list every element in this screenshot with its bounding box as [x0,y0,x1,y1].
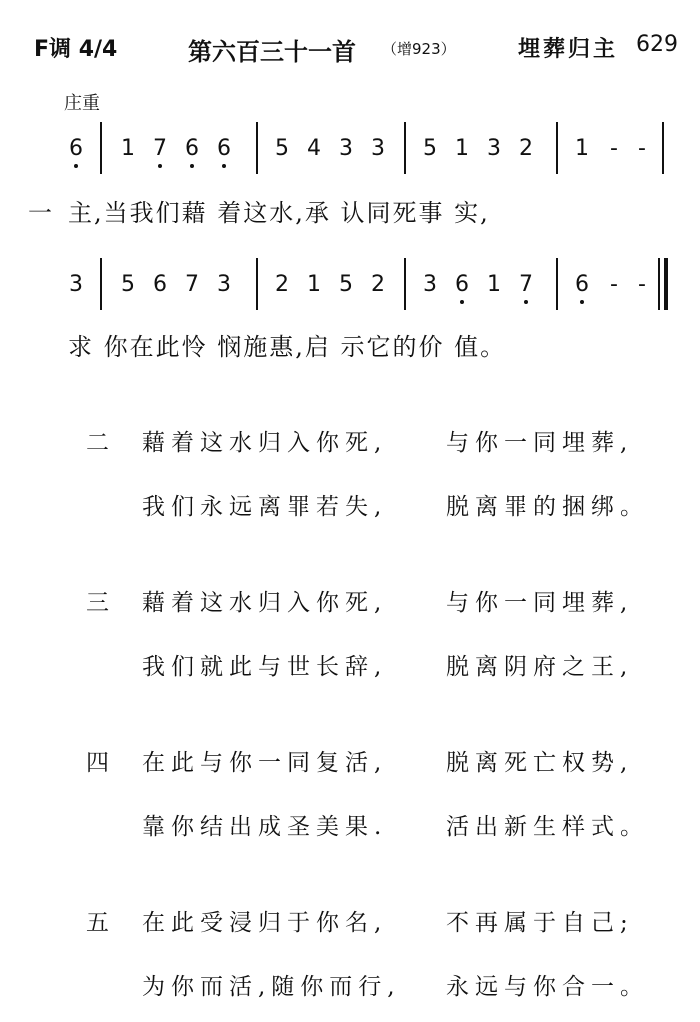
note: 5 [339,272,353,297]
lower-octave-dot [580,300,584,304]
barline [100,258,102,310]
note: 1 [307,272,321,297]
verse-line: 靠你结出成圣美果. [142,814,388,840]
note: 5 [423,136,437,161]
note: 7 [153,136,167,161]
barline [256,258,258,310]
verse-line: 藉着这水归入你死, [142,590,388,616]
note: 3 [217,272,231,297]
verse-line: 脱离罪的捆绑。 [446,494,649,520]
verse-number: 二 [86,430,109,456]
lower-octave-dot [460,300,464,304]
barline [404,258,406,310]
note: 7 [519,272,533,297]
barline [404,122,406,174]
verse-line: 活出新生样式。 [446,814,649,840]
verse-number: 三 [86,590,109,616]
note: 1 [121,136,135,161]
lyrics-line-2: 求 你在此怜 悯施惠,启 示它的价 值。 [68,333,507,361]
note: 1 [487,272,501,297]
note: 6 [185,136,199,161]
lower-octave-dot [524,300,528,304]
tempo-marking: 庄重 [64,93,100,114]
note: 3 [69,272,83,297]
note: - [638,136,646,161]
lyrics-line-1: 主,当我们藉 着这水,承 认同死事 实, [68,199,490,227]
note: 6 [217,136,231,161]
note: 6 [153,272,167,297]
barline [100,122,102,174]
verse-line: 与你一同埋葬, [446,430,634,456]
verse-line: 脱离死亡权势, [446,750,634,776]
barline [662,122,664,174]
verse-1-number: 一 [28,199,54,227]
note: - [610,136,618,161]
verse-line: 永远与你合一。 [446,974,649,1000]
verse-number: 五 [86,910,109,936]
lower-octave-dot [190,164,194,168]
key-signature: F调 4/4 [34,37,118,62]
lower-octave-dot [158,164,162,168]
note: 3 [371,136,385,161]
note: 6 [455,272,469,297]
final-barline-thick [664,258,668,310]
note: - [638,272,646,297]
barline [556,258,558,310]
hymn-category: 埋葬归主 [518,37,619,62]
note: 6 [69,136,83,161]
verse-line: 脱离阴府之王, [446,654,634,680]
note: 4 [307,136,321,161]
note: 3 [423,272,437,297]
note: - [610,272,618,297]
note: 1 [455,136,469,161]
verse-line: 与你一同埋葬, [446,590,634,616]
note: 6 [575,272,589,297]
verse-number: 四 [86,750,109,776]
verse-line: 在此受浸归于你名, [142,910,388,936]
note: 2 [519,136,533,161]
verse-line: 在此与你一同复活, [142,750,388,776]
lower-octave-dot [222,164,226,168]
note: 3 [339,136,353,161]
verse-line: 我们就此与世长辞, [142,654,388,680]
lower-octave-dot [74,164,78,168]
note: 2 [371,272,385,297]
verse-line: 藉着这水归入你死, [142,430,388,456]
hymn-title: 第六百三十一首 [188,38,356,66]
note: 2 [275,272,289,297]
barline [256,122,258,174]
note: 5 [275,136,289,161]
verse-line: 不再属于自己; [446,910,634,936]
note: 7 [185,272,199,297]
verse-line: 为你而活,随你而行, [142,974,401,1000]
note: 3 [487,136,501,161]
final-barline-thin [658,258,660,310]
supplement-number: （增923） [382,40,456,58]
note: 1 [575,136,589,161]
page-number: 629 [636,32,678,57]
verse-line: 我们永远离罪若失, [142,494,388,520]
note: 5 [121,272,135,297]
barline [556,122,558,174]
